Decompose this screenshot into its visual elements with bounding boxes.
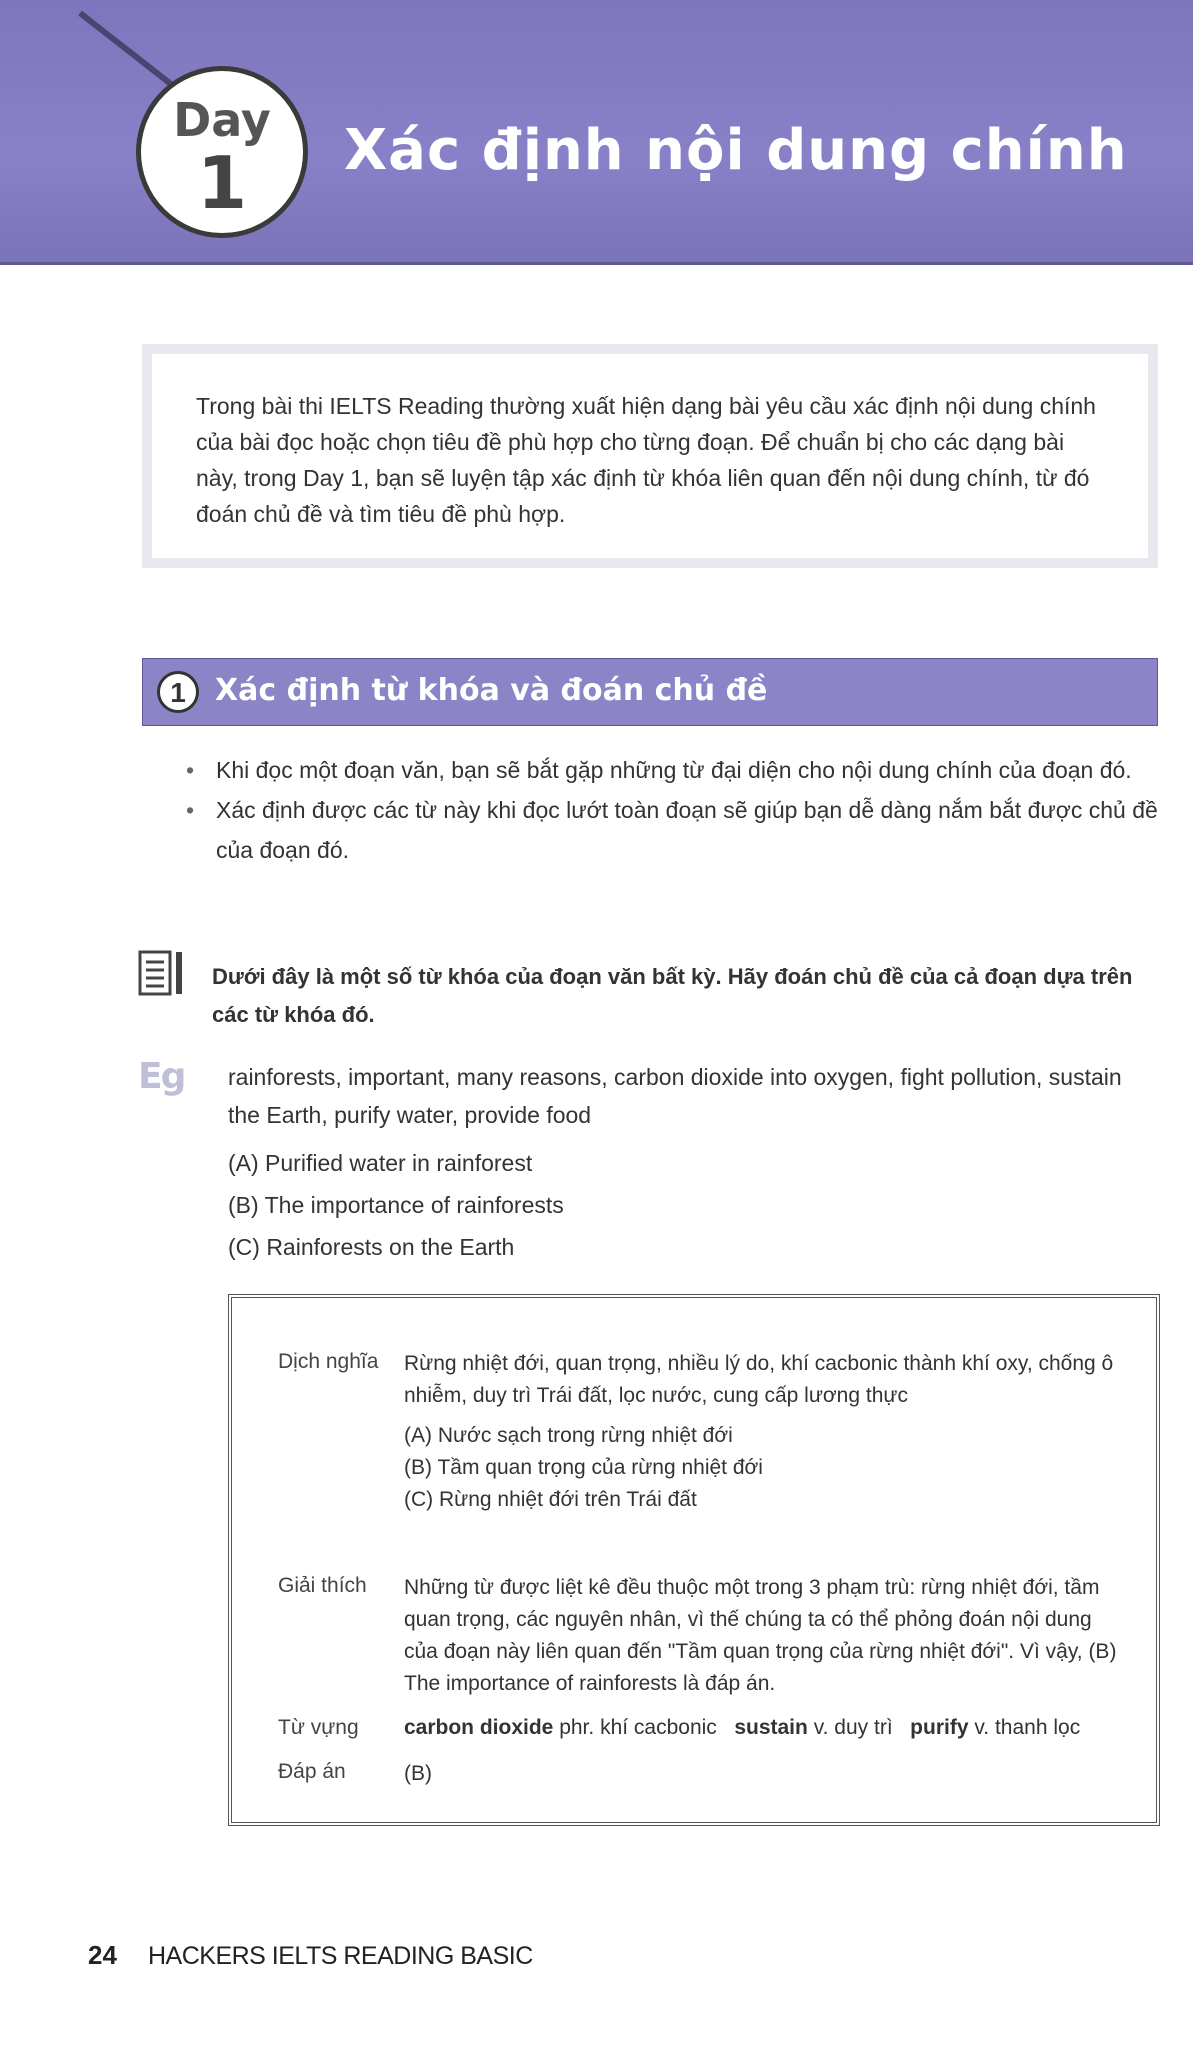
- answer-label: Đáp án: [278, 1760, 346, 1783]
- example-options: [228, 1142, 564, 1268]
- day-number: 1: [196, 141, 248, 225]
- intro-text: Trong bài thi IELTS Reading thường xuất hiện dạng bài yêu cầu xác định nội dung chính của bài đọc hoặc chọn tiêu đề phù hợp cho từng đoạn. Để chuẩn bị cho các dạng bài này, trong Day 1, bạn sẽ luyện tập xác định từ khóa liên quan đến nội dung chính, từ đó đoán chủ đề và tìm tiêu đề phù hợp.: [196, 393, 1096, 527]
- day-word: Day: [173, 93, 271, 147]
- bullet-list: [186, 750, 1158, 870]
- vocab-word: carbon dioxide: [404, 1716, 554, 1739]
- explanation-text: Những từ được liệt kê đều thuộc một trong 3 phạm trù: rừng nhiệt đới, tầm quan trọng, các nguyên nhân, vì thế chúng ta có thể phỏng đoán nội dung của đoạn này liên quan đến "Tầm quan trọng của rừng nhiệt đới". Vì vậy, (B) The importance of rainforests là đáp án.: [404, 1576, 1117, 1695]
- decorative-line: [78, 11, 176, 90]
- translation-options: [404, 1420, 1124, 1516]
- option-a: (A) Purified water in rainforest: [228, 1150, 533, 1176]
- vocab-meaning: phr. khí cacbonic: [559, 1716, 717, 1739]
- vocab-label: Từ vựng: [278, 1716, 359, 1739]
- translation-block: [404, 1348, 1124, 1516]
- vocab-word: purify: [910, 1716, 969, 1739]
- exercise-icon: [138, 950, 190, 996]
- vocab-meaning: v. duy trì: [813, 1716, 893, 1739]
- explanation-label: Giải thích: [278, 1574, 367, 1597]
- intro-box: [142, 344, 1158, 568]
- translation-option-a: (A) Nước sạch trong rừng nhiệt đới: [404, 1424, 733, 1447]
- bullet-item: • Khi đọc một đoạn văn, bạn sẽ bắt gặp những từ đại diện cho nội dung chính của đoạn đó.: [186, 750, 1158, 790]
- chapter-title: Xác định nội dung chính: [344, 118, 1128, 183]
- example-icon: Eg: [138, 1056, 185, 1097]
- bullet-item: • Xác định được các từ này khi đọc lướt toàn đoạn sẽ giúp bạn dễ dàng nắm bắt được chủ đề của đoạn đó.: [186, 790, 1158, 870]
- chapter-header: [0, 0, 1193, 265]
- section-header: [142, 658, 1158, 726]
- translation-option-b: (B) Tầm quan trọng của rừng nhiệt đới: [404, 1456, 763, 1479]
- answer-box: [228, 1294, 1160, 1826]
- section-title: Xác định từ khóa và đoán chủ đề: [215, 673, 768, 708]
- page-number: 24: [88, 1940, 117, 1970]
- instruction-text: Dưới đây là một số từ khóa của đoạn văn bất kỳ. Hãy đoán chủ đề của cả đoạn dựa trên các từ khóa đó.: [212, 964, 1133, 1027]
- translation-label: Dịch nghĩa: [278, 1350, 379, 1373]
- translation-text: Rừng nhiệt đới, quan trọng, nhiều lý do, khí cacbonic thành khí oxy, chống ô nhiễm, duy trì Trái đất, lọc nước, cung cấp lương thực: [404, 1352, 1114, 1407]
- day-badge: [136, 66, 308, 238]
- example-keywords: rainforests, important, many reasons, carbon dioxide into oxygen, fight pollution, sustain the Earth, purify water, provide food: [228, 1064, 1122, 1128]
- vocab-meaning: v. thanh lọc: [974, 1716, 1081, 1739]
- answer-value: (B): [404, 1762, 432, 1785]
- vocab-word: sustain: [734, 1716, 808, 1739]
- vocab-line: [404, 1712, 1124, 1744]
- option-c: (C) Rainforests on the Earth: [228, 1234, 515, 1260]
- section-number: 1: [157, 671, 199, 713]
- book-title: HACKERS IELTS READING BASIC: [148, 1942, 533, 1970]
- translation-option-c: (C) Rừng nhiệt đới trên Trái đất: [404, 1488, 697, 1511]
- option-b: (B) The importance of rainforests: [228, 1192, 564, 1218]
